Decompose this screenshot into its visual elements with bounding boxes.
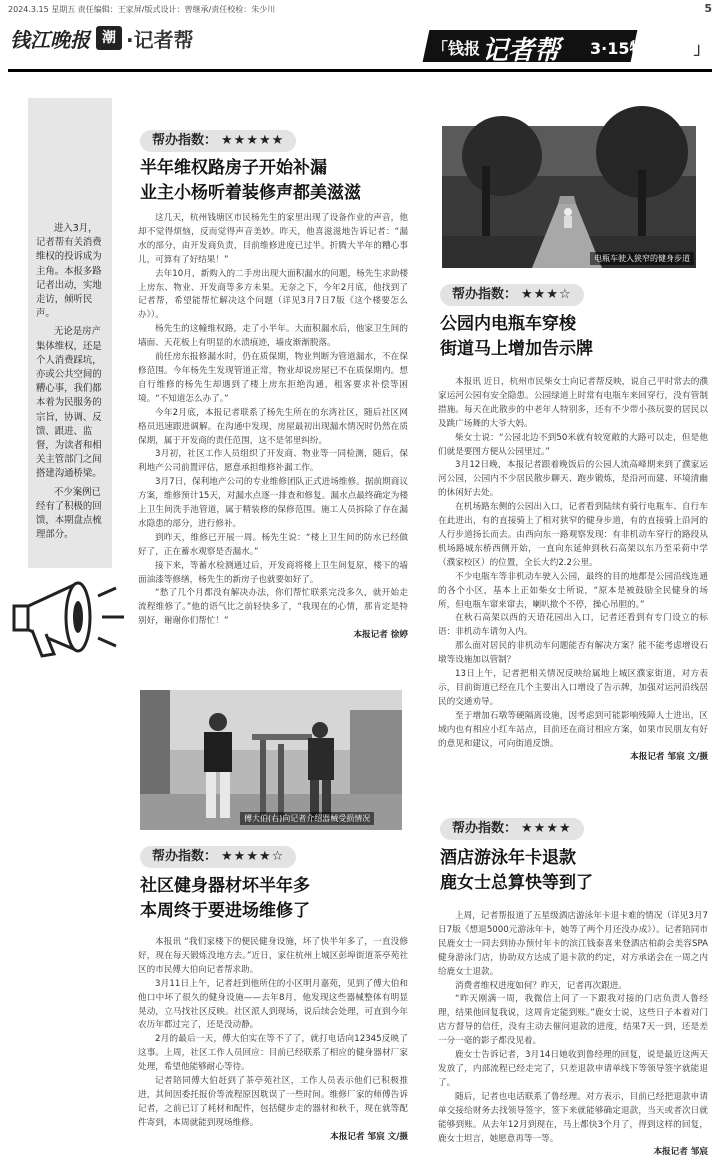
intro-paragraph: 无论是房产集体维权，还是个人消费踩坑，亦或公共空间的糟心事，我们都本着为民服务的宗旨，协调、反馈、跟进、监督，为读者和相关主管部门之间搭建沟通桥梁。 — [36, 326, 102, 480]
rating-stars: ★★★★★ — [221, 133, 285, 148]
help-index-label: 帮办指数： ★★★☆ — [440, 284, 584, 306]
banner-prefix: 「钱报 — [432, 39, 481, 58]
article-body: 上周，记者帮报道了五星级酒店游泳年卡退卡难的情况（详见3月7日7版《想退5000元游泳年卡，她等了两个月还没办成》）。记者陪同市民鹿女士一同去到协办预付年卡的滨江钱泰喜来登酒店柏韵会美容SPA健身游泳门店，协助双方达成了退卡款的约定，对方承诺会在一周之内给鹿女士退款。 消费者维权进度如何？昨天，记者再次跟进。 “昨天刚满一周，我微信上问了一下跟我对接的门店负责人鲁经理，结果他回复我说，这周肯定能到账。”鹿女士说，这些日子本着对门店方督导的信任，没有主动去催问退款的进度，结果7天一到，还是差一分一毫的影子都没见着。 鹿女士告诉记者，3月14日她收到鲁经理的回复，说是最近这两天发放了，内部流程已经走完了，只差退款申请单线下等领导签字就能退了。 随后，记者也电话联系了鲁经理。对方表示，目前已经把退款申请单交接给财务去找领导签字，签下来就能够确定退款，当天或者次日就能够到账。从去年12月到现在，马上都快3个月了，得到这样的回复，鹿女士坦言，她愿意再等一等。 本报记者 邹宸 — [438, 910, 708, 1158]
megaphone-icon — [6, 574, 146, 664]
rating-stars: ★★★★☆ — [221, 849, 285, 864]
banner-main: 记者帮 — [482, 36, 561, 66]
banner-suffix: 3·15特别行动」 — [590, 39, 710, 58]
rating-stars: ★★★☆ — [521, 287, 572, 302]
article-body: 本报讯 近日，杭州市民柴女士向记者帮反映，说自己平时常去的濮家运河公园有安全隐患。公园绿道上时常有电瓶车来回穿行，没有管制措施。每天在此散步的中老年人特别多，还有不少带小孩玩耍的居民以及跳广场舞的大爷大妈。 柴女士说：“公园北边不到50米就有较宽敞的大路可以走，但是他们就是要图方便从公园里过。” 3月12日晚，本报记者跟着晚饭后的公园人流高峰期来到了濮家运河公园，公园内不少居民散步聊天、跑步锻炼，是沿河而建、环境清幽的休闲好去处。 在机场路东侧的公园出入口，记者看到陆续有骑行电瓶车、自行车在此进出，有的直接骑上了相对狭窄的健身步道，有的直接骑上沿河的人行步道扬长而去。由西向东一路观察发现：有非机动车穿行的路段从机场路城东桥西侧开始，一直向东延伸到秋石高架以东乃至采荷中学（濮家校区）的位置，全长大约2.2公里。 不少电瓶车等非机动车驶入公园，最终的目的地都是公园沿线连通的各个小区，基本上正如柴女士所说，“原本是被鼓励全民健身的场所，但电瓶车窜来窜去，喇叭揿个不停，操心吊胆的。” 在秋石高架以西的天语花园出入口，记者还看到有专门设立的标语：非机动车请勿入内。 那么面对居民的非机动车问题能否有解决方案？能不能考虑增设石墩等设施加以管制？ 13日上午，记者把相关情况反映给属地上城区濮家街道，对方表示，目前街道已经在几个主要出入口增设了告示牌，加强对运河沿线居民的交通劝导。 至于增加石墩等硬隔离设施，因考虑到可能影响残障人士进出，区域内也有相应小红车站点，目前还在商讨相应方案，如果市民朋友有好的意见和建议，可向街道反馈。 本报记者 邹宸 文/摄 — [438, 376, 708, 756]
help-index-label: 帮办指数： ★★★★ — [440, 818, 584, 840]
article-headline: 公园内电瓶车穿梭 街道马上增加告示牌 — [440, 314, 593, 359]
article-byline: 本报记者 邹宸 — [653, 1147, 708, 1158]
section-title: ·记者帮 — [126, 28, 194, 52]
help-index-label: 帮办指数： ★★★★☆ — [140, 846, 296, 868]
rating-stars: ★★★★ — [521, 821, 572, 836]
article-body: 本报讯 “我们家楼下的便民健身设施，坏了快半年多了，一直没修好，现在每天锻炼没地方去。”近日，家住杭州上城区彭埠街道茶亭苑社区的市民傅大伯向记者帮求助。 3月11日上午，记者赶到他所住的小区明月嘉苑，见到了傅大伯和他口中坏了很久的健身设施——去年8月，他发现这些器械整体有明显晃动，立马找社区反映。社区派人到现场，说后续会处理，可直到今年农历年都过完了，还是没动静。 2月的最后一天，傅大伯实在等不了了，就打电话向12345反映了这事。上周，社区工作人员回应：目前已经联系了相应的健身器材厂家处理，希望他能够耐心等待。 记者陪同傅大伯赶到了茶亭苑社区，工作人员表示他们已积极推进，其间因委托报价等流程原因耽误了一些时间。维修厂家的师傅告诉记者，之前已订了耗材和配件，包括健步走的器材和秋千，现在就等配件寄到，本周就能到现场维修。 本报记者 邹宸 文/摄 — [138, 936, 408, 1154]
article-byline: 本报记者 徐婷 — [353, 630, 408, 641]
newspaper-logo: 钱江晚报 — [10, 28, 90, 52]
intro-paragraph: 进入3月，记者帮有关消费维权的投诉成为主角。本报多路记者出动，实地走访，倾听民声。 — [36, 223, 102, 320]
park-path-photo — [442, 126, 696, 268]
article-headline: 社区健身器材坏半年多 本周终于要进场维修了 — [140, 876, 310, 921]
photo-caption: 电瓶车驶入狭窄的健身步道 — [590, 252, 694, 265]
chao-badge: 潮 — [96, 26, 122, 50]
special-banner — [426, 28, 712, 64]
page-number: 5 — [704, 2, 712, 15]
page-header-line — [8, 2, 712, 16]
issue-meta: 2024.3.15 星期五 责任编辑：王家屏/版式设计：曾继承/责任校检：朱少川 — [8, 5, 276, 14]
article-byline: 本报记者 邹宸 文/摄 — [630, 752, 708, 763]
intro-sidebar — [28, 98, 112, 568]
article-headline: 半年维权路房子开始补漏 业主小杨听着装修声都美滋滋 — [140, 158, 361, 203]
intro-paragraph: 不少案例已经有了积极的回馈，本期盘点梳理部分。 — [36, 486, 102, 541]
article-body: 这几天，杭州钱塘区市民杨先生的家里出现了设备作业的声音，他却不觉得烦恼，反而觉得声音美妙。昨天，他喜滋滋地告诉记者：“漏水的部分，由开发商负责，目前维修进度已过半。折腾大半年的糟心事儿，可算有了好结果！” 去年10月，新购入的二手房出现大面积漏水的问题，杨先生求助楼上房东、物业、开发商等多方未果。无奈之下，今年2月底，他找到了记者帮，希望能帮忙解决这个问题（详见3月7日7版《这个楼要怎么办》）。 杨先生的这幢维权路，走了小半年。大面积漏水后，他家卫生间的墙面、天花板上有明显的水渍痕迹，墙皮渐渐脱落。 前任房东报修漏水时，仍在质保期，物业判断为管道漏水，不在保修范围。今年杨先生发现管道正常，物业却说房屋已不在质保期内。想自行维修的杨先生却遇到了楼上房东拒绝沟通，租客要求补偿等困境。“不知道怎么办了。” 今年2月底，本报记者联系了杨先生所在的东湾社区，随后社区网格员迅速跟进调解。在沟通中发现，房屋最初出现漏水情况时仍然在质保期，属于开发商的责任范围，这不是邻里纠纷。 3月初，社区工作人员组织了开发商、物业等一同检测，随后，保利地产公司前置评估，愿意承担维修补漏工作。 3月7日，保利地产公司的专业维修团队正式进场维修。据前期商议方案，维修预计15天，对漏水点逐一排查和修复。漏水点最终确定为楼上卫生间洗手池管道，属于精装修的保修范围。施工人员拆除了存在漏水隐患的部分，进行修补。 到昨天，维修已开展一周。杨先生说：“楼上卫生间的防水已经做好了，正在蓄水观察是否漏水。” 接下来，等蓄水检测通过后，开发商将楼上卫生间复原，楼下的墙面油漆等修缮，杨先生的新房子也就要如好了。 “愁了几个月都没有解决办法，你们帮忙联系完没多久，就开始走流程维修了。”他的语气比之前轻快多了，“我现在的心情，那肯定是特别好，谢谢你们帮忙！” 本报记者 徐婷 — [138, 212, 408, 650]
help-index-label: 帮办指数： ★★★★★ — [140, 130, 296, 152]
fitness-equipment-photo — [140, 690, 402, 830]
photo-caption: 傅大伯(右)向记者介绍器械受损情况 — [240, 812, 374, 825]
masthead — [8, 18, 712, 72]
article-headline: 酒店游泳年卡退款 鹿女士总算快等到了 — [440, 848, 593, 893]
article-byline: 本报记者 邹宸 文/摄 — [330, 1131, 408, 1142]
